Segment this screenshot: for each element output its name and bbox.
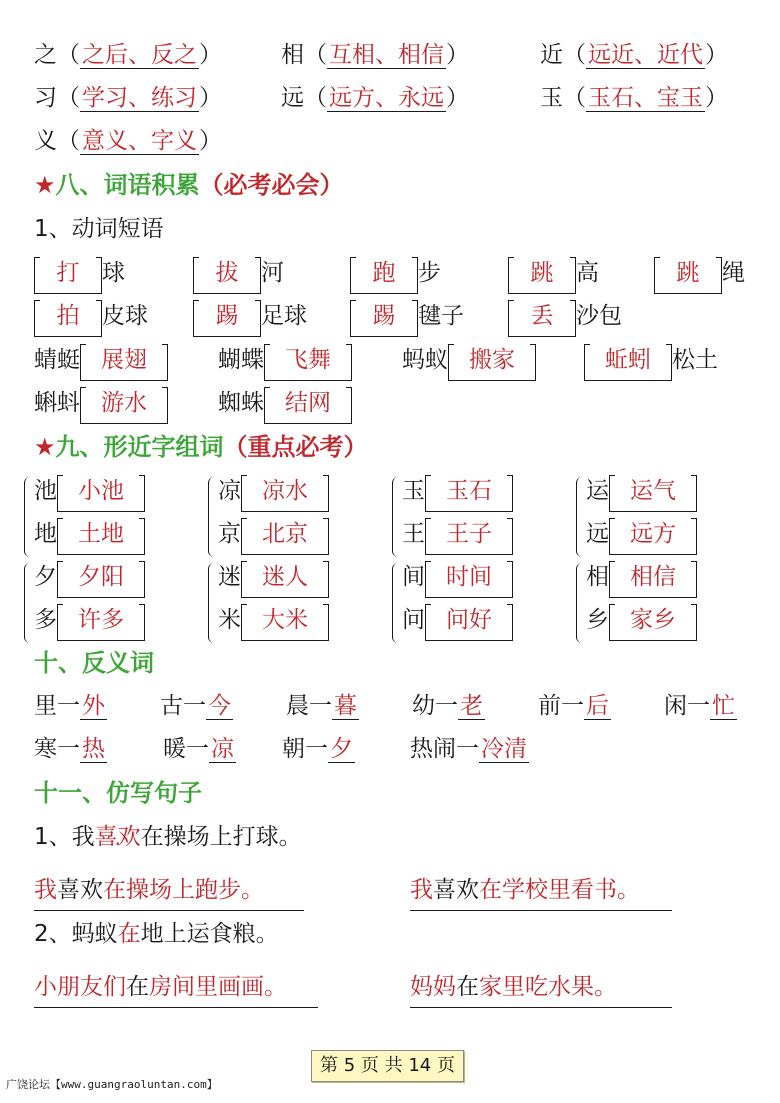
section-8-note: （必考必会） — [199, 171, 344, 199]
verb-item: 拍 皮球 — [34, 296, 148, 337]
group-word-item: 远（远方、永远） — [281, 85, 469, 111]
sentence-answer: 小朋友们在房间里画画。 — [34, 967, 318, 1008]
sentence-1-answers — [0, 870, 780, 910]
insect-item: 蚂蚁 搬家 — [402, 340, 536, 381]
antonym-row-1 — [0, 686, 780, 726]
sentence-answer: 我喜欢在学校里看书。 — [410, 870, 672, 911]
verb-row-1 — [0, 253, 780, 293]
verb-item: 跳 绳 — [654, 253, 745, 294]
sentence-2-prompt: 2、蚂蚁在地上运食粮。 — [34, 921, 279, 947]
insect-item: 蝴蝶 飞舞 — [218, 340, 352, 381]
antonym-item: 幼一老 — [412, 693, 483, 719]
section-9-heading — [0, 427, 780, 467]
verb-item: 踢 毽子 — [350, 296, 464, 337]
group-word-item: 玉（玉石、宝玉） — [540, 85, 728, 111]
star-icon: ★ — [34, 171, 56, 199]
group-words-row-2 — [0, 78, 780, 118]
insect-item: 蝌蚪 游水 — [34, 383, 168, 424]
antonym-item: 寒一热 — [34, 736, 105, 762]
verb-item: 跳 高 — [508, 253, 599, 294]
page-number: 第 5 页 共 14 页 — [311, 1050, 464, 1082]
verb-item: 打 球 — [34, 253, 125, 294]
antonym-row-2 — [0, 729, 780, 769]
section-8-subtitle: 1、动词短语 — [34, 216, 164, 242]
verb-item: 跑 步 — [350, 253, 441, 294]
antonym-item: 里一外 — [34, 693, 105, 719]
group-word-item: 近（远近、近代） — [540, 42, 728, 68]
insect-item: 蜻蜓 展翅 — [34, 340, 168, 381]
insect-row-2 — [0, 383, 780, 423]
insect-item: 蚯蚓 松土 — [584, 340, 718, 381]
verb-row-2 — [0, 296, 780, 336]
sentence-1-prompt: 1、我喜欢在操场上打球。 — [34, 824, 302, 850]
verb-item: 踢 足球 — [193, 296, 307, 337]
insect-row-1 — [0, 340, 780, 380]
verb-item: 拔 河 — [193, 253, 284, 294]
antonym-item: 朝一夕 — [282, 736, 353, 762]
antonym-item: 闲一忙 — [664, 693, 735, 719]
group-word-item: 相（互相、相信） — [281, 42, 469, 68]
sentence-answer: 妈妈在家里吃水果。 — [410, 967, 672, 1008]
antonym-item: 前一后 — [538, 693, 609, 719]
insect-item: 蜘蛛 结网 — [218, 383, 352, 424]
antonym-item: 热闹一冷清 — [410, 736, 527, 762]
sentence-answer: 我喜欢在操场上跑步。 — [34, 870, 304, 911]
verb-item: 丢 沙包 — [508, 296, 622, 337]
group-word-item: 之（之后、反之） — [34, 42, 222, 68]
sentence-2-answers — [0, 967, 780, 1007]
group-word-item: 习（学习、练习） — [34, 85, 222, 111]
section-8-heading — [0, 165, 780, 205]
antonym-item: 古一今 — [160, 693, 231, 719]
section-8-title: 八、词语积累 — [55, 171, 200, 199]
section-9-title: 九、形近字组词 — [55, 433, 224, 461]
star-icon: ★ — [34, 433, 56, 461]
section-11-heading: 十一、仿写句子 — [34, 779, 202, 807]
section-10-heading: 十、反义词 — [34, 649, 154, 677]
section-9-note: （重点必考） — [223, 433, 368, 461]
antonym-item: 暖一凉 — [163, 736, 234, 762]
site-watermark: 广饶论坛【www.guangraoluntan.com】 — [6, 1078, 218, 1091]
group-words-row-1 — [0, 35, 780, 75]
group-word-item: 义（意义、字义） — [34, 128, 222, 154]
group-words-row-3 — [0, 121, 780, 161]
antonym-item: 晨一暮 — [286, 693, 357, 719]
